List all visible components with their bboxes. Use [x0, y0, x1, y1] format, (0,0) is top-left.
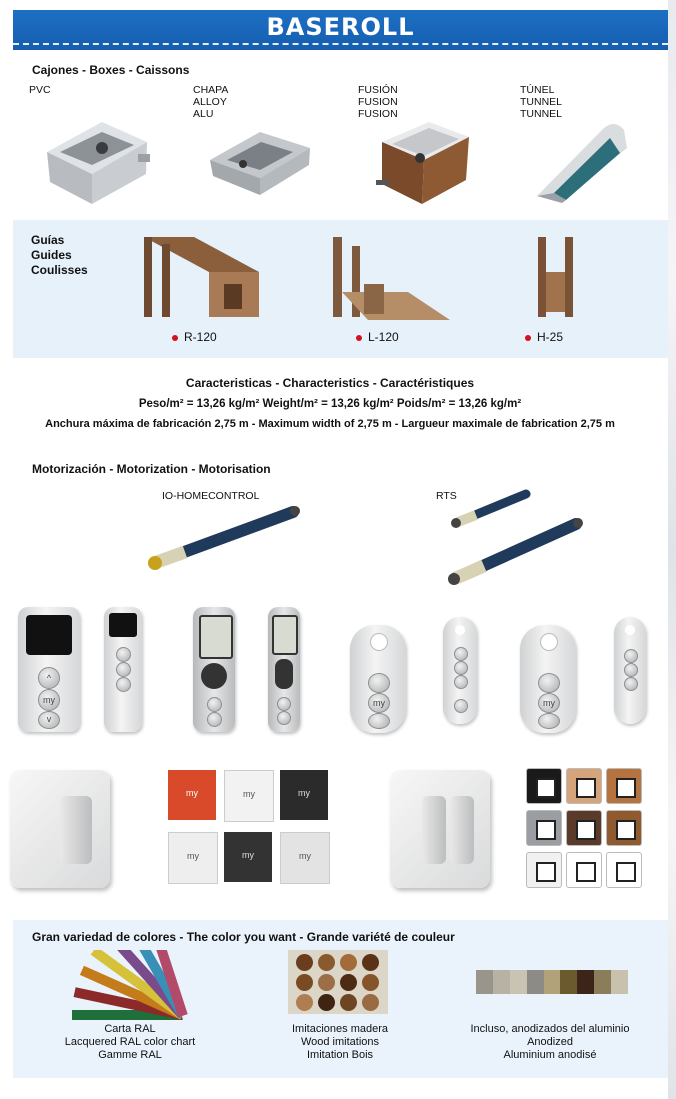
box-label-line: TUNNEL — [520, 108, 563, 120]
remote-down-button — [538, 713, 560, 729]
colors-section-title: Gran variedad de colores - The color you want - Grande variété de couleur — [32, 930, 455, 944]
remote-up-button — [207, 697, 222, 712]
switch-my-label: my — [299, 851, 311, 861]
remote-down-button — [368, 713, 390, 729]
switch-my-label: my — [242, 850, 254, 860]
ral-color-fan-image — [62, 950, 197, 1020]
caption-line: Wood imitations — [300, 1036, 380, 1048]
switch-my-label: my — [243, 789, 255, 799]
box-label-pvc — [29, 84, 51, 96]
io-homecontrol-label: IO-HOMECONTROL — [162, 490, 260, 502]
smoove-switch-white — [224, 770, 274, 822]
rts-motor-image — [446, 512, 586, 592]
rts-remote-multi — [443, 617, 477, 724]
frame-opening — [536, 778, 556, 798]
caption-line: Imitaciones madera — [292, 1023, 388, 1035]
io-remote-large — [18, 607, 80, 732]
frame-color-swatch — [566, 768, 602, 804]
guide-l120-image — [328, 232, 453, 324]
anodized-swatch — [594, 970, 611, 994]
caption-line: Imitation Bois — [306, 1049, 374, 1061]
red-bullet-icon — [172, 335, 178, 341]
frame-color-swatch — [526, 810, 562, 846]
frame-opening — [616, 778, 636, 798]
wood-sample — [296, 994, 313, 1011]
frame-opening — [576, 820, 596, 840]
frame-color-swatch — [606, 810, 642, 846]
caption-line: Carta RAL — [104, 1023, 156, 1035]
page-edge-strip — [668, 0, 676, 1099]
io-remote-display — [193, 607, 235, 732]
guide-r120-label — [172, 330, 217, 344]
frame-color-swatch — [526, 852, 562, 888]
wood-sample — [362, 954, 379, 971]
remote-up-button — [538, 673, 560, 693]
smoove-switch-red — [168, 770, 216, 820]
wood-sample — [296, 974, 313, 991]
remote-screen — [26, 615, 72, 655]
remote-down-button — [207, 712, 222, 727]
guides-title-line: Guías — [31, 233, 65, 247]
frame-color-swatch — [606, 852, 642, 888]
remote-up-button — [454, 647, 468, 661]
wall-switch-double — [390, 770, 490, 888]
rts-remote-large — [350, 625, 406, 733]
box-label-line: TUNNEL — [520, 96, 563, 108]
wood-samples-board — [288, 950, 388, 1014]
anodized-caption — [450, 1023, 650, 1062]
wood-sample — [340, 974, 357, 991]
fusion-box-image — [374, 112, 474, 207]
wood-sample — [318, 994, 335, 1011]
anodized-swatch — [560, 970, 577, 994]
page-header-banner — [13, 10, 668, 50]
frame-opening — [616, 820, 636, 840]
smoove-switch-dark — [224, 832, 272, 882]
io-motor-image — [145, 500, 305, 575]
max-width-line: Anchura máxima de fabricación 2,75 m - Maximum width of 2,75 m - Largueur maximale de fabrication 2,75 m — [45, 418, 615, 430]
frame-color-swatch — [566, 810, 602, 846]
wood-caption — [250, 1023, 430, 1062]
remote-down-button: v — [38, 711, 60, 729]
wood-sample — [340, 954, 357, 971]
characteristics-title: Caracteristicas - Characteristics - Caractéristiques — [185, 376, 475, 390]
motorization-title: Motorización - Motorization - Motorisation — [32, 462, 271, 476]
remote-dpad — [275, 659, 293, 689]
wood-sample — [296, 954, 313, 971]
remote-my-button — [454, 661, 468, 675]
header-dashed-line — [13, 43, 668, 45]
guide-h25-label — [525, 330, 563, 344]
remote-my-button — [116, 662, 131, 677]
remote-select-button — [454, 699, 468, 713]
io-remote-display-small — [268, 607, 300, 732]
remote-up-button — [368, 673, 390, 693]
frame-color-swatch — [566, 852, 602, 888]
remote-my-button — [624, 663, 638, 677]
guide-h25-image — [533, 232, 583, 322]
box-label-line: FUSION — [358, 108, 398, 120]
box-label-line: CHAPA — [193, 84, 229, 96]
frame-opening — [536, 862, 556, 882]
anodized-swatch — [476, 970, 493, 994]
box-label-line: ALLOY — [193, 96, 227, 108]
frame-opening — [536, 820, 556, 840]
switch-rocker — [60, 796, 92, 864]
switch-rocker — [450, 796, 474, 864]
frame-color-swatch — [606, 768, 642, 804]
wood-sample — [362, 974, 379, 991]
weight-line: Peso/m² = 13,26 kg/m² Weight/m² = 13,26 kg/m² Poids/m² = 13,26 kg/m² — [138, 398, 522, 410]
remote-my-button: my — [368, 693, 390, 713]
guide-l120-label — [356, 330, 399, 344]
remote-keyring-hole — [540, 633, 558, 651]
remote-my-button: my — [38, 689, 60, 711]
wood-sample — [318, 954, 335, 971]
anodized-swatch — [544, 970, 561, 994]
switch-my-label: my — [298, 788, 310, 798]
box-label-line: FUSION — [358, 96, 398, 108]
remote-up-button: ^ — [38, 667, 60, 689]
box-label-line: TÚNEL — [520, 84, 555, 96]
box-label-line: FUSIÓN — [358, 84, 398, 96]
rts-remote-small — [614, 617, 646, 724]
box-label-line: ALU — [193, 108, 214, 120]
guide-label-text: H-25 — [537, 330, 564, 344]
ral-caption — [40, 1023, 220, 1062]
wall-switch-single — [10, 770, 110, 888]
guides-section-title — [31, 233, 88, 278]
caption-line: Anodized — [527, 1036, 573, 1048]
anodized-swatch — [527, 970, 544, 994]
remote-my-button: my — [538, 693, 560, 713]
guide-label-text: R-120 — [184, 330, 217, 344]
guide-r120-image — [134, 232, 264, 322]
rts-remote-large-2 — [520, 625, 576, 733]
rts-label: RTS — [436, 490, 457, 502]
frame-color-swatch — [526, 768, 562, 804]
remote-down-button — [624, 677, 638, 691]
guides-title-line: Coulisses — [31, 263, 88, 277]
frame-opening — [616, 862, 636, 882]
smoove-switch-white-2 — [168, 832, 218, 884]
smoove-switch-grey — [280, 832, 330, 884]
anodized-swatch — [611, 970, 628, 994]
remote-keyring-hole — [625, 625, 635, 635]
boxes-section-title: Cajones - Boxes - Caissons — [32, 63, 190, 77]
anodized-swatch — [493, 970, 510, 994]
frame-colors-grid — [526, 768, 646, 892]
remote-lcd-display — [199, 615, 233, 659]
guide-label-text: L-120 — [368, 330, 399, 344]
switch-rocker — [422, 796, 446, 864]
io-remote-small — [104, 607, 142, 732]
remote-up-button — [624, 649, 638, 663]
remote-screen — [109, 613, 137, 637]
remote-lcd-display — [272, 615, 298, 655]
box-label-alloy — [193, 84, 228, 120]
page-title: BASEROLL — [266, 13, 415, 41]
remote-down-button — [116, 677, 131, 692]
caption-line: Aluminium anodisé — [503, 1049, 597, 1061]
switch-my-label: my — [186, 788, 198, 798]
guides-title-line: Guides — [31, 248, 72, 262]
remote-dpad — [201, 663, 227, 689]
wood-sample — [362, 994, 379, 1011]
anodized-swatch — [510, 970, 527, 994]
tunnel-box-image — [532, 108, 632, 203]
box-label-line: PVC — [29, 84, 51, 96]
frame-opening — [576, 778, 596, 798]
remote-down-button — [454, 675, 468, 689]
pvc-box-image — [42, 112, 152, 207]
remote-up-button — [116, 647, 131, 662]
switch-my-label: my — [187, 851, 199, 861]
remote-keyring-hole — [455, 625, 465, 635]
remote-up-button — [277, 697, 291, 711]
remote-down-button — [277, 711, 291, 725]
alloy-box-image — [205, 120, 315, 200]
frame-opening — [576, 862, 596, 882]
wood-sample — [340, 994, 357, 1011]
caption-line: Gamme RAL — [98, 1049, 162, 1061]
smoove-switch-black — [280, 770, 328, 820]
anodized-swatch — [577, 970, 594, 994]
red-bullet-icon — [525, 335, 531, 341]
red-bullet-icon — [356, 335, 362, 341]
anodized-color-strip — [476, 970, 628, 994]
caption-line: Lacquered RAL color chart — [64, 1036, 196, 1048]
wood-sample — [318, 974, 335, 991]
remote-keyring-hole — [370, 633, 388, 651]
caption-line: Incluso, anodizados del aluminio — [470, 1023, 630, 1035]
